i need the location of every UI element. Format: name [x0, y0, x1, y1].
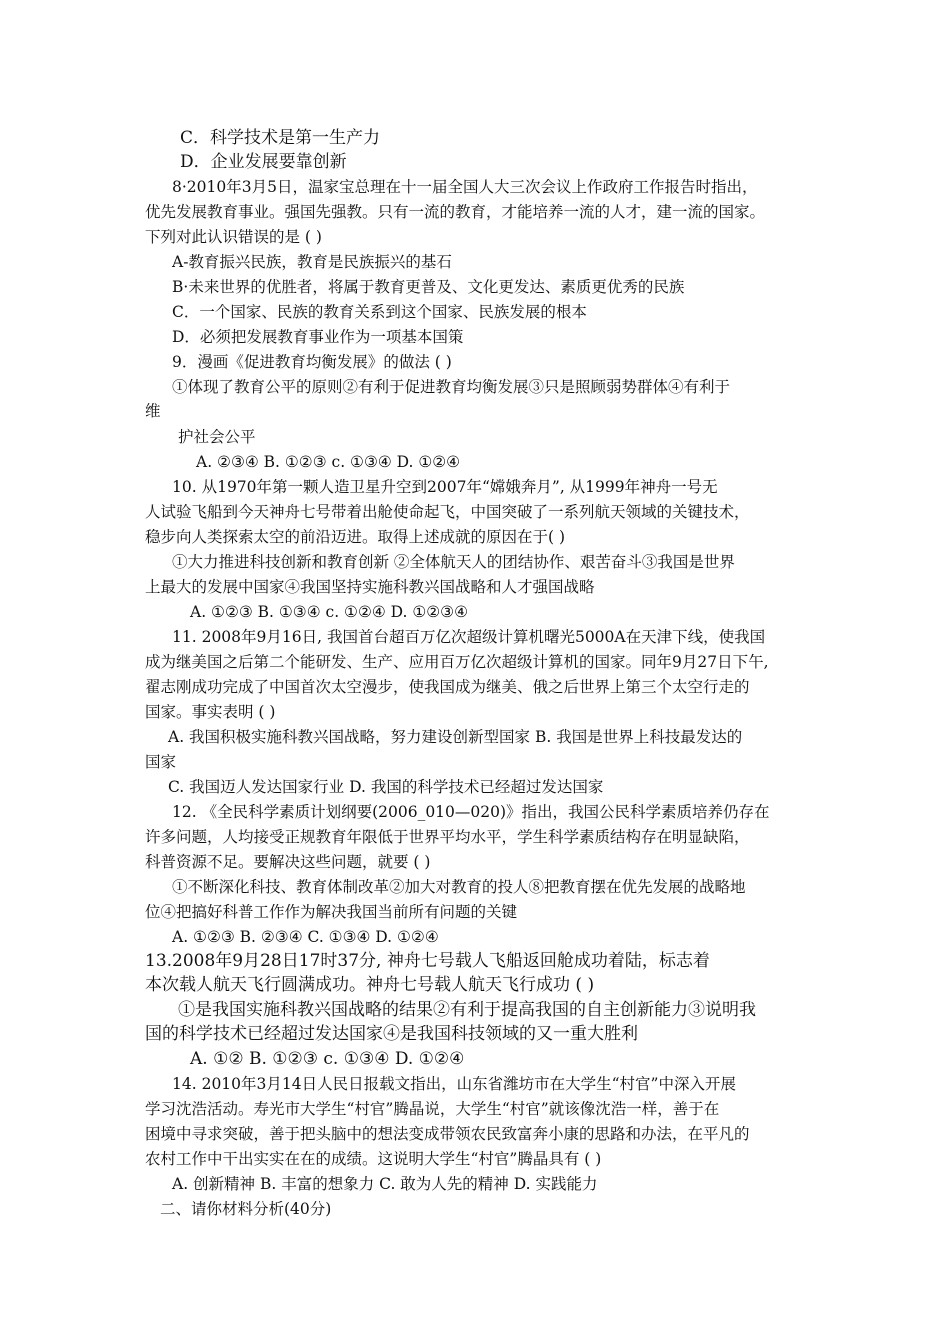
question-10-text: 人试验飞船到今天神舟七号带着出舱使命起飞，中国突破了一系列航天领域的关键技术， [145, 503, 750, 521]
question-12-options: A. ①②③ B. ②③④ C. ①③④ D. ①②④ [172, 928, 439, 946]
question-14-text: 学习沈浩活动。寿光市大学生“村官”腾晶说，大学生“村官”就该像沈浩一样，善于在 [145, 1100, 720, 1118]
question-11-text: 翟志刚成功完成了中国首次太空漫步，使我国成为继美、俄之后世界上第三个太空行走的 [145, 678, 750, 696]
question-14-options: A. 创新精神 B. 丰富的想象力 C. 敢为人先的精神 D. 实践能力 [172, 1175, 598, 1193]
question-9-text: 9．漫画《促进教育均衡发展》的做法 ( ) [172, 353, 452, 371]
question-14-text: 14. 2010年3月14日人民日报载文指出，山东省潍坊市在大学生“村官”中深入开展 [172, 1075, 736, 1093]
question-14-prompt: 农村工作中干出实实在在的成绩。这说明大学生“村官”腾晶具有 ( ) [145, 1150, 602, 1168]
question-12-text: 12. 《全民科学素质计划纲要(2006_010—020)》指出，我国公民科学素质培养仍存在 [172, 803, 770, 821]
option-c-q8: C．一个国家、民族的教育关系到这个国家、民族发展的根本 [172, 303, 587, 321]
question-11-text: 11. 2008年9月16日, 我国首台超百万亿次超级计算机曙光5000A在天津下线，使我国 [172, 628, 766, 646]
question-12-statements: ①不断深化科技、教育体制改革②加大对教育的投人⑧把教育摆在优先发展的战略地 [172, 878, 746, 896]
question-12-statements: 位④把搞好科普工作作为解决我国当前所有问题的关键 [145, 903, 518, 921]
question-9-statements: ①体现了教育公平的原则②有利于促进教育均衡发展③只是照顾弱势群体④有利于 [172, 378, 731, 396]
question-13-statements: ①是我国实施科教兴国战略的结果②有利于提高我国的自主创新能力③说明我 [178, 1000, 756, 1020]
option-d-q7: D．企业发展要靠创新 [180, 152, 347, 172]
question-11-options: 国家 [145, 753, 177, 771]
question-10-options: A. ①②③ B. ①③④ c. ①②④ D. ①②③④ [190, 603, 468, 621]
question-11-prompt: 国家。事实表明 ( ) [145, 703, 276, 721]
question-10-text: 10. 从1970年第一颗人造卫星升空到2007年“嫦娥奔月”, 从1999年神舟一号无 [172, 478, 718, 496]
question-11-options: C. 我国迈人发达国家行业 D. 我国的科学技术已经超过发达国家 [168, 778, 604, 796]
question-12-text: 许多问题，人均接受正规教育年限低于世界平均水平，学生科学素质结构存在明显缺陷， [145, 828, 750, 846]
option-c-q7: C．科学技术是第一生产力 [180, 128, 381, 148]
section-heading: 二、请你材料分析(40分) [160, 1200, 332, 1218]
question-10-statements: 上最大的发展中国家④我国坚持实施科教兴国战略和人才强国战略 [145, 578, 595, 596]
question-10-statements: ①大力推进科技创新和教育创新 ②全体航天人的团结协作、艰苦奋斗③我国是世界 [172, 553, 735, 571]
question-8-prompt: 下列对此认识错误的是 ( ) [145, 228, 322, 246]
question-8-text: 8·2010年3月5日，温家宝总理在十一届全国人大三次会议上作政府工作报告时指出， [172, 178, 758, 196]
question-13-options: A. ①② B. ①②③ c. ①③④ D. ①②④ [190, 1049, 465, 1069]
question-8-text: 优先发展教育事业。强国先强教。只有一流的教育，才能培养一流的人才，建一流的国家。 [145, 203, 766, 221]
question-12-prompt: 科普资源不足。要解决这些问题，就要 ( ) [145, 853, 431, 871]
question-10-prompt: 稳步向人类探索太空的前沿迈进。取得上述成就的原因在于( ) [145, 528, 566, 546]
option-d-q8: D．必须把发展教育事业作为一项基本国策 [172, 328, 464, 346]
question-11-text: 成为继美国之后第二个能研发、生产、应用百万亿次超级计算机的国家。同年9月27日下午, [145, 653, 769, 671]
question-14-text: 困境中寻求突破，善于把头脑中的想法变成带领农民致富奔小康的思路和办法，在平凡的 [145, 1125, 750, 1143]
question-13-text: 13.2008年9月28日17时37分, 神舟七号载人飞船返回舱成功着陆，标志着 [145, 951, 710, 971]
question-9-options: A. ②③④ B. ①②③ c. ①③④ D. ①②④ [196, 453, 461, 471]
question-13-prompt: 本次载人航天飞行圆满成功。神舟七号载人航天飞行成功 ( ) [145, 975, 595, 995]
option-b-q8: B·未来世界的优胜者，将属于教育更普及、文化更发达、素质更优秀的民族 [172, 278, 685, 296]
question-11-options: A. 我国积极实施科教兴国战略，努力建设创新型国家 B. 我国是世界上科技最发达的 [168, 728, 743, 746]
question-13-statements: 国的科学技术已经超过发达国家④是我国科技领域的又一重大胜利 [145, 1024, 638, 1044]
question-9-statements: 护社会公平 [178, 428, 256, 446]
option-a-q8: A-教育振兴民族，教育是民族振兴的基石 [172, 253, 452, 271]
question-9-statements: 维 [145, 402, 161, 420]
